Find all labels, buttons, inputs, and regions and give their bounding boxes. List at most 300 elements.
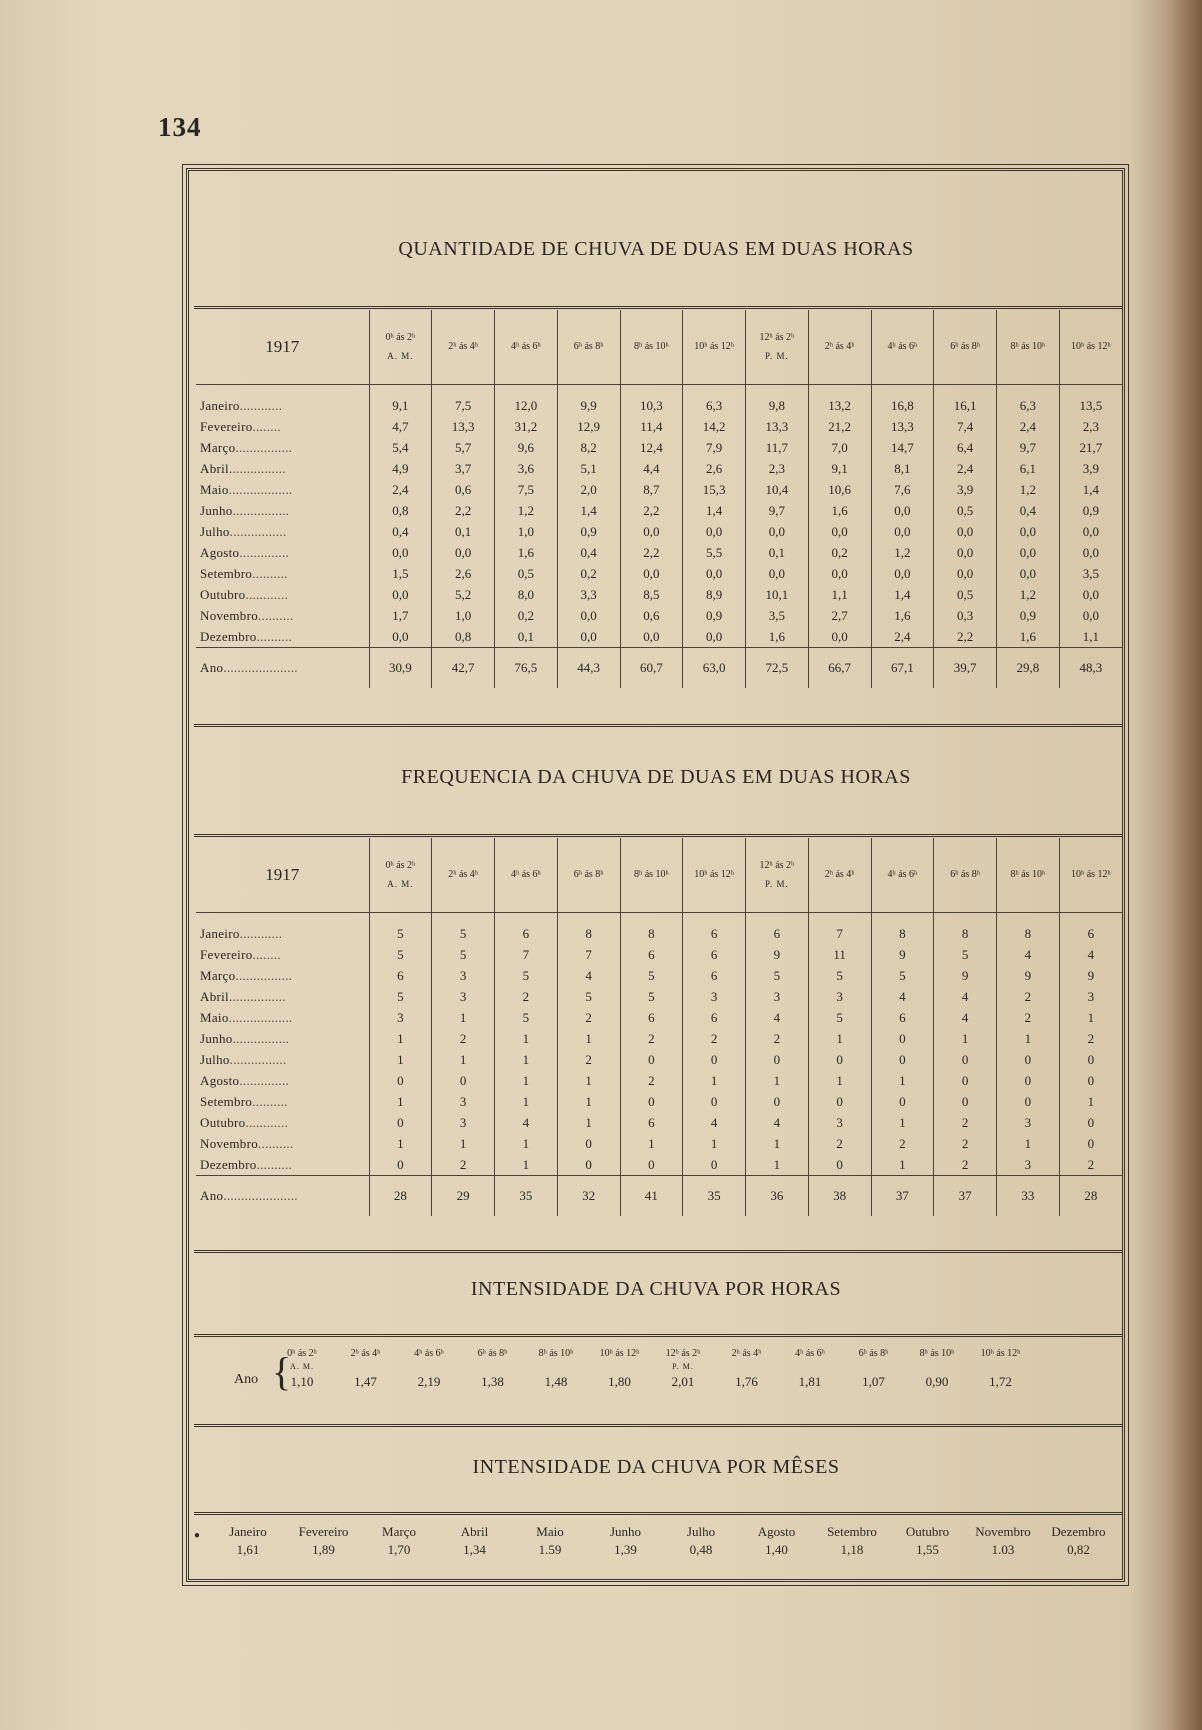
table-cell: 21,7 bbox=[1059, 437, 1122, 458]
table-row bbox=[196, 437, 1122, 458]
table-cell: 13,3 bbox=[871, 416, 934, 437]
column-header-label: 10ʰ ás 12ʰ bbox=[694, 869, 734, 880]
hourly-intensity-column bbox=[397, 1348, 461, 1390]
total-cell: 37 bbox=[871, 1176, 934, 1217]
table-cell: 3,5 bbox=[746, 605, 809, 626]
table-cell: 5,7 bbox=[432, 437, 495, 458]
table-cell: 1 bbox=[495, 1154, 558, 1176]
table-cell: 3 bbox=[1059, 986, 1122, 1007]
pm-label: P. M. bbox=[764, 879, 789, 889]
table-cell: 11 bbox=[808, 944, 871, 965]
column-header bbox=[620, 838, 683, 913]
intensity-value: 1,61 bbox=[236, 1542, 260, 1557]
column-header-label: 4ʰ ás 6ʰ bbox=[510, 341, 541, 352]
table-cell: 5 bbox=[432, 944, 495, 965]
table-cell: 5 bbox=[746, 965, 809, 986]
table-cell: 1,2 bbox=[997, 584, 1060, 605]
hourly-intensity-column bbox=[524, 1348, 588, 1390]
table-row bbox=[196, 584, 1122, 605]
table-cell: 1,7 bbox=[369, 605, 432, 626]
month-name: Maio bbox=[536, 1524, 564, 1539]
column-header-label: 6ʰ ás 8ʰ bbox=[950, 341, 980, 352]
table-cell: 0 bbox=[1059, 1133, 1122, 1154]
table-cell: 5 bbox=[369, 913, 432, 945]
table-cell: 2 bbox=[997, 1007, 1060, 1028]
table-cell: 0 bbox=[746, 1091, 809, 1112]
table-cell: 1,5 bbox=[369, 563, 432, 584]
column-header bbox=[934, 838, 997, 913]
divider bbox=[194, 834, 1122, 837]
total-cell: 28 bbox=[1059, 1176, 1122, 1217]
table-row bbox=[196, 563, 1122, 584]
table-cell: 5 bbox=[808, 965, 871, 986]
table-cell: 1 bbox=[432, 1007, 495, 1028]
table-cell: 6 bbox=[746, 913, 809, 945]
table-cell: 4 bbox=[1059, 944, 1122, 965]
table-cell: 7,5 bbox=[495, 479, 558, 500]
table-cell: 5 bbox=[620, 965, 683, 986]
table-cell: 0,9 bbox=[557, 521, 620, 542]
table-cell: 3,9 bbox=[1059, 458, 1122, 479]
total-cell: 29,8 bbox=[997, 648, 1060, 689]
table-cell: 0,0 bbox=[620, 563, 683, 584]
table-cell: 0 bbox=[997, 1091, 1060, 1112]
total-label: Ano..................... bbox=[196, 648, 369, 689]
table-cell: 1 bbox=[495, 1133, 558, 1154]
table-cell: 4,7 bbox=[369, 416, 432, 437]
table-cell: 0 bbox=[620, 1049, 683, 1070]
table-cell: 8,0 bbox=[495, 584, 558, 605]
table-cell: 2,2 bbox=[620, 542, 683, 563]
table-cell: 1 bbox=[369, 1028, 432, 1049]
table-cell: 8,9 bbox=[683, 584, 746, 605]
column-header bbox=[557, 838, 620, 913]
total-label: Ano..................... bbox=[196, 1176, 369, 1217]
table-cell: 1 bbox=[495, 1028, 558, 1049]
intensity-value: 1,89 bbox=[312, 1542, 335, 1557]
table-cell: 1 bbox=[808, 1070, 871, 1091]
intensity-value: 1,70 bbox=[387, 1542, 411, 1557]
column-header-label: 8ʰ ás 10ʰ bbox=[1010, 341, 1046, 352]
table-cell: 3,5 bbox=[1059, 563, 1122, 584]
quantity-table bbox=[196, 310, 1122, 688]
monthly-intensity-column bbox=[210, 1524, 286, 1558]
table-cell: 2 bbox=[557, 1049, 620, 1070]
monthly-intensity-column bbox=[739, 1524, 815, 1558]
table-cell: 10,4 bbox=[746, 479, 809, 500]
hourly-intensity-column bbox=[334, 1348, 398, 1390]
interval-label: 12ʰ ás 2ʰ bbox=[665, 1348, 701, 1359]
total-cell: 67,1 bbox=[871, 648, 934, 689]
month-label: Março................ bbox=[200, 440, 293, 455]
month-label: Agosto.............. bbox=[200, 545, 290, 560]
month-name: Fevereiro bbox=[298, 1524, 349, 1539]
table-row bbox=[196, 500, 1122, 521]
column-header bbox=[746, 310, 809, 385]
table-cell: 13,2 bbox=[808, 385, 871, 417]
table-cell: 1,2 bbox=[997, 479, 1060, 500]
intensity-value: 1,34 bbox=[463, 1542, 486, 1557]
table-cell: 9,8 bbox=[746, 385, 809, 417]
table-cell: 6 bbox=[683, 1007, 746, 1028]
table-cell: 0 bbox=[1059, 1049, 1122, 1070]
table-cell: 0,0 bbox=[683, 563, 746, 584]
table-cell: 0 bbox=[934, 1049, 997, 1070]
column-header bbox=[871, 838, 934, 913]
table-row bbox=[196, 385, 1122, 417]
table-cell: 2 bbox=[808, 1133, 871, 1154]
total-cell: 66,7 bbox=[808, 648, 871, 689]
table-cell: 6 bbox=[683, 965, 746, 986]
table-row bbox=[196, 1049, 1122, 1070]
table-cell: 0 bbox=[746, 1049, 809, 1070]
table-cell: 0,0 bbox=[808, 563, 871, 584]
table-cell: 4,4 bbox=[620, 458, 683, 479]
intensity-value: 1.59 bbox=[538, 1542, 562, 1557]
month-label: Julho................ bbox=[200, 524, 287, 539]
table-cell: 10,3 bbox=[620, 385, 683, 417]
table-cell: 0,8 bbox=[369, 500, 432, 521]
table-cell: 12,9 bbox=[557, 416, 620, 437]
total-cell: 76,5 bbox=[495, 648, 558, 689]
table-cell: 1,2 bbox=[871, 542, 934, 563]
table-cell: 5,4 bbox=[369, 437, 432, 458]
monthly-intensity-column bbox=[286, 1524, 362, 1558]
interval-label: 2ʰ ás 4ʰ bbox=[731, 1348, 762, 1359]
table-cell: 2 bbox=[1059, 1154, 1122, 1176]
table-cell: 0,0 bbox=[808, 521, 871, 542]
intensity-value: 1,55 bbox=[916, 1542, 939, 1557]
table-cell: 0,2 bbox=[495, 605, 558, 626]
table-cell: 16,1 bbox=[934, 385, 997, 417]
table-cell: 2,2 bbox=[620, 500, 683, 521]
table-cell: 1 bbox=[997, 1028, 1060, 1049]
intensity-value: 1,10 bbox=[290, 1374, 314, 1389]
table-cell: 5 bbox=[808, 1007, 871, 1028]
table-row bbox=[196, 1112, 1122, 1133]
intensity-value: 1,72 bbox=[989, 1374, 1012, 1389]
column-header bbox=[557, 310, 620, 385]
month-name: Setembro bbox=[827, 1524, 877, 1539]
hourly-intensity-column bbox=[905, 1348, 969, 1390]
table-cell: 0,8 bbox=[432, 626, 495, 648]
column-header bbox=[369, 838, 432, 913]
table-row bbox=[196, 965, 1122, 986]
table-cell: 5,2 bbox=[432, 584, 495, 605]
intensity-value: 1,76 bbox=[735, 1374, 758, 1389]
table-cell: 2,2 bbox=[934, 626, 997, 648]
table-cell: 8,2 bbox=[557, 437, 620, 458]
table-cell: 0 bbox=[683, 1091, 746, 1112]
table-cell: 6,4 bbox=[934, 437, 997, 458]
table-cell: 0,0 bbox=[934, 521, 997, 542]
table-cell: 0,1 bbox=[432, 521, 495, 542]
table-cell: 8 bbox=[934, 913, 997, 945]
total-cell: 41 bbox=[620, 1176, 683, 1217]
column-header-label: 2ʰ ás 4ʰ bbox=[448, 869, 478, 880]
table-cell: 0,2 bbox=[808, 542, 871, 563]
table-cell: 2 bbox=[432, 1028, 495, 1049]
month-name: Outubro bbox=[905, 1524, 950, 1539]
period-label: A. M. bbox=[290, 1362, 314, 1371]
table-cell: 13,3 bbox=[432, 416, 495, 437]
table-cell: 8,5 bbox=[620, 584, 683, 605]
intensity-value: 1,39 bbox=[614, 1542, 637, 1557]
table-cell: 3,6 bbox=[495, 458, 558, 479]
period-label bbox=[715, 1362, 779, 1374]
table-cell: 6 bbox=[620, 944, 683, 965]
table-cell: 14,2 bbox=[683, 416, 746, 437]
intensity-value: 1,07 bbox=[862, 1374, 885, 1389]
table-cell: 5 bbox=[871, 965, 934, 986]
table-cell: 7 bbox=[495, 944, 558, 965]
table-cell: 5 bbox=[620, 986, 683, 1007]
table-cell: 0,6 bbox=[620, 605, 683, 626]
table-cell: 3 bbox=[369, 1007, 432, 1028]
table-cell: 9 bbox=[934, 965, 997, 986]
table-cell: 1 bbox=[557, 1070, 620, 1091]
table-cell: 0,0 bbox=[934, 542, 997, 563]
table-cell: 0,0 bbox=[997, 521, 1060, 542]
table-cell: 1,6 bbox=[746, 626, 809, 648]
table-cell: 2,7 bbox=[808, 605, 871, 626]
month-label: Setembro.......... bbox=[200, 1094, 288, 1109]
table-cell: 0 bbox=[369, 1070, 432, 1091]
column-header-label: 6ʰ ás 8ʰ bbox=[950, 869, 980, 880]
table-cell: 6 bbox=[1059, 913, 1122, 945]
table-cell: 9,7 bbox=[746, 500, 809, 521]
month-name: Julho bbox=[686, 1524, 716, 1539]
table-cell: 0 bbox=[934, 1091, 997, 1112]
column-header-label: 0ʰ ás 2ʰ bbox=[385, 860, 416, 871]
month-label: Julho................ bbox=[200, 1052, 287, 1067]
month-label: Janeiro............ bbox=[200, 926, 283, 941]
column-header-label: 4ʰ ás 6ʰ bbox=[510, 869, 541, 880]
page-number: 134 bbox=[158, 112, 202, 142]
table-cell: 13,3 bbox=[746, 416, 809, 437]
table-cell: 1 bbox=[683, 1133, 746, 1154]
table-cell: 2 bbox=[557, 1007, 620, 1028]
table-cell: 9,1 bbox=[369, 385, 432, 417]
total-cell: 37 bbox=[934, 1176, 997, 1217]
interval-label: 4ʰ ás 6ʰ bbox=[414, 1348, 444, 1359]
monthly-intensity-column bbox=[361, 1524, 437, 1558]
table-cell: 3,7 bbox=[432, 458, 495, 479]
table-row bbox=[196, 944, 1122, 965]
table-cell: 5,5 bbox=[683, 542, 746, 563]
table-cell: 2 bbox=[495, 986, 558, 1007]
table-cell: 0,0 bbox=[997, 563, 1060, 584]
table-cell: 1 bbox=[432, 1133, 495, 1154]
table-cell: 0,0 bbox=[369, 584, 432, 605]
table-cell: 1,6 bbox=[871, 605, 934, 626]
table-cell: 7,5 bbox=[432, 385, 495, 417]
intensity-value: 2,01 bbox=[671, 1374, 695, 1389]
table-cell: 9 bbox=[1059, 965, 1122, 986]
month-name: Abril bbox=[460, 1524, 489, 1539]
table-cell: 2 bbox=[683, 1028, 746, 1049]
brace-symbol: { bbox=[272, 1349, 292, 1394]
divider bbox=[194, 1334, 1122, 1337]
column-header bbox=[808, 838, 871, 913]
table-cell: 7,9 bbox=[683, 437, 746, 458]
table-cell: 1 bbox=[746, 1070, 809, 1091]
am-label: A. M. bbox=[387, 879, 414, 889]
table-cell: 9 bbox=[997, 965, 1060, 986]
month-name: Janeiro bbox=[229, 1524, 267, 1539]
table-cell: 0 bbox=[557, 1154, 620, 1176]
hourly-intensity-column bbox=[461, 1348, 525, 1390]
month-name: Dezembro bbox=[1051, 1524, 1106, 1539]
table-cell: 5 bbox=[934, 944, 997, 965]
column-header-label: 8ʰ ás 10ʰ bbox=[633, 869, 669, 880]
table-cell: 8,1 bbox=[871, 458, 934, 479]
table-cell: 0 bbox=[871, 1028, 934, 1049]
total-cell: 30,9 bbox=[369, 648, 432, 689]
month-label: Abril................ bbox=[200, 461, 286, 476]
month-name: Agosto bbox=[757, 1524, 796, 1539]
table-cell: 12,0 bbox=[495, 385, 558, 417]
table-cell: 1 bbox=[557, 1028, 620, 1049]
column-header bbox=[997, 838, 1060, 913]
table-cell: 0,0 bbox=[432, 542, 495, 563]
interval-label: 4ʰ ás 6ʰ bbox=[795, 1348, 825, 1359]
hourly-intensity-column bbox=[651, 1348, 715, 1390]
monthly-intensity-column bbox=[890, 1524, 966, 1558]
period-label bbox=[461, 1362, 525, 1374]
month-label: Novembro.......... bbox=[200, 1136, 294, 1151]
table-cell: 1,4 bbox=[871, 584, 934, 605]
table-cell: 0,0 bbox=[1059, 521, 1122, 542]
column-header-label: 6ʰ ás 8ʰ bbox=[573, 341, 604, 352]
table-cell: 4 bbox=[934, 986, 997, 1007]
divider bbox=[194, 1250, 1122, 1253]
table-cell: 0,0 bbox=[997, 542, 1060, 563]
column-header bbox=[369, 310, 432, 385]
table-cell: 6 bbox=[495, 913, 558, 945]
column-header bbox=[683, 838, 746, 913]
divider bbox=[194, 1512, 1122, 1515]
column-header-label: 10ʰ ás 12ʰ bbox=[694, 341, 734, 352]
table-cell: 3 bbox=[432, 965, 495, 986]
table-cell: 8 bbox=[557, 913, 620, 945]
table-cell: 1 bbox=[557, 1112, 620, 1133]
table-cell: 9,6 bbox=[495, 437, 558, 458]
period-label: P. M. bbox=[672, 1362, 694, 1371]
column-header-label: 6ʰ ás 8ʰ bbox=[573, 869, 604, 880]
table-cell: 1 bbox=[369, 1133, 432, 1154]
intensity-value: 1,40 bbox=[765, 1542, 788, 1557]
frequency-table bbox=[196, 838, 1122, 1216]
month-label: Outubro............ bbox=[200, 1115, 289, 1130]
table-cell: 6 bbox=[871, 1007, 934, 1028]
table-cell: 4 bbox=[746, 1007, 809, 1028]
table-cell: 1 bbox=[495, 1091, 558, 1112]
table-cell: 5 bbox=[432, 913, 495, 945]
table-cell: 9,9 bbox=[557, 385, 620, 417]
period-label bbox=[524, 1362, 588, 1374]
table-cell: 11,4 bbox=[620, 416, 683, 437]
total-cell: 32 bbox=[557, 1176, 620, 1217]
table-cell: 4 bbox=[746, 1112, 809, 1133]
table-cell: 2 bbox=[746, 1028, 809, 1049]
table-cell: 4 bbox=[683, 1112, 746, 1133]
table-row bbox=[196, 605, 1122, 626]
table-cell: 2 bbox=[620, 1070, 683, 1091]
table-cell: 1 bbox=[683, 1070, 746, 1091]
table-cell: 6,1 bbox=[997, 458, 1060, 479]
table-cell: 1 bbox=[557, 1091, 620, 1112]
table-cell: 3 bbox=[997, 1154, 1060, 1176]
table-cell: 4 bbox=[871, 986, 934, 1007]
table-cell: 1 bbox=[620, 1133, 683, 1154]
table-cell: 5 bbox=[495, 965, 558, 986]
table-cell: 0,9 bbox=[683, 605, 746, 626]
month-label: Fevereiro........ bbox=[200, 419, 281, 434]
table-cell: 0,4 bbox=[369, 521, 432, 542]
column-header-label: 0ʰ ás 2ʰ bbox=[385, 332, 416, 343]
table-cell: 8 bbox=[997, 913, 1060, 945]
table-cell: 1 bbox=[997, 1133, 1060, 1154]
table-cell: 8 bbox=[620, 913, 683, 945]
month-label: Maio.................. bbox=[200, 482, 293, 497]
table-cell: 2 bbox=[997, 986, 1060, 1007]
table-cell: 4,9 bbox=[369, 458, 432, 479]
table-cell: 0 bbox=[871, 1049, 934, 1070]
table-cell: 1,0 bbox=[495, 521, 558, 542]
table-cell: 0 bbox=[808, 1091, 871, 1112]
table-cell: 0 bbox=[934, 1070, 997, 1091]
column-header-label: 4ʰ ás 6ʰ bbox=[887, 869, 918, 880]
period-label bbox=[397, 1362, 461, 1374]
total-cell: 33 bbox=[997, 1176, 1060, 1217]
table-cell: 2,6 bbox=[432, 563, 495, 584]
table-cell: 0,0 bbox=[369, 626, 432, 648]
hourly-intensity-column bbox=[270, 1348, 334, 1394]
table-cell: 1,6 bbox=[997, 626, 1060, 648]
table-cell: 0,6 bbox=[432, 479, 495, 500]
table-cell: 0,0 bbox=[620, 521, 683, 542]
table-cell: 9 bbox=[871, 944, 934, 965]
table-cell: 0,2 bbox=[557, 563, 620, 584]
total-row bbox=[196, 648, 1122, 689]
total-cell: 35 bbox=[495, 1176, 558, 1217]
table-cell: 0 bbox=[620, 1091, 683, 1112]
table-cell: 0 bbox=[620, 1154, 683, 1176]
table-row bbox=[196, 1133, 1122, 1154]
table-cell: 2,4 bbox=[871, 626, 934, 648]
total-cell: 63,0 bbox=[683, 648, 746, 689]
interval-label: 8ʰ ás 10ʰ bbox=[538, 1348, 574, 1359]
table-cell: 0,0 bbox=[683, 521, 746, 542]
table-cell: 0 bbox=[369, 1154, 432, 1176]
intensity-value: 1,47 bbox=[354, 1374, 377, 1389]
total-cell: 42,7 bbox=[432, 648, 495, 689]
table-cell: 1,4 bbox=[683, 500, 746, 521]
table-cell: 6 bbox=[620, 1112, 683, 1133]
table-cell: 11,7 bbox=[746, 437, 809, 458]
table-cell: 0,0 bbox=[871, 500, 934, 521]
table-cell: 1 bbox=[432, 1049, 495, 1070]
table-row bbox=[196, 1007, 1122, 1028]
table-cell: 16,8 bbox=[871, 385, 934, 417]
table-cell: 13,5 bbox=[1059, 385, 1122, 417]
table-cell: 4 bbox=[934, 1007, 997, 1028]
interval-label: 8ʰ ás 10ʰ bbox=[919, 1348, 955, 1359]
column-header-label: 8ʰ ás 10ʰ bbox=[1010, 869, 1046, 880]
table-cell: 2,6 bbox=[683, 458, 746, 479]
period-label bbox=[905, 1362, 969, 1374]
